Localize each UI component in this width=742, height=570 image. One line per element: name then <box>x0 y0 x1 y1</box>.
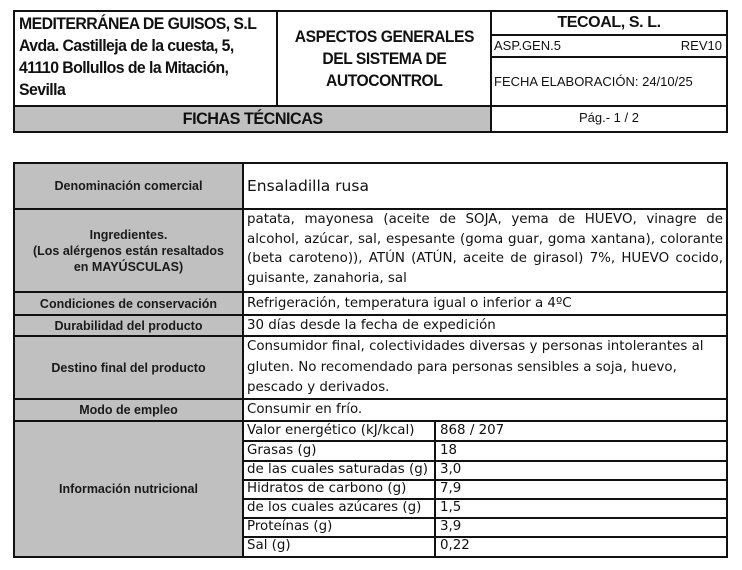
section-title <box>15 107 490 131</box>
label-ingredientes <box>15 210 244 291</box>
issuer-name: TECOAL, S. L. <box>492 12 726 36</box>
value-conservacion: Refrigeración, temperatura igual o inferior a 4ºC <box>247 296 572 311</box>
nutrient-value: 3,0 <box>440 462 462 477</box>
row-conservacion <box>15 293 726 316</box>
nutrient-value: 1,5 <box>440 500 462 515</box>
row-destino <box>15 337 726 400</box>
revision: REV10 <box>680 38 722 53</box>
nutrition-row <box>244 442 726 462</box>
technical-sheet-table <box>13 162 728 558</box>
company-name: MEDITERRÁNEA DE GUISOS, S.L <box>19 14 257 33</box>
nutrient-name: Proteínas (g) <box>244 518 436 536</box>
nutrient-value: 3,9 <box>440 519 462 534</box>
document-title <box>278 12 490 107</box>
nutrient-value: 7,9 <box>440 481 462 496</box>
nutrition-row <box>244 422 726 442</box>
value-destino: Consumidor final, colectividades diversas y personas intolerantes al gluten. No recomendado para personas sensibles a soja, huevo, pescado y derivados. <box>247 339 704 395</box>
nutrient-name: Hidratos de carbono (g) <box>244 480 436 498</box>
nutrient-name: Sal (g) <box>244 537 436 556</box>
document-header <box>13 10 728 133</box>
label-denominacion: Denominación comercial <box>15 164 244 208</box>
label-modo-empleo: Modo de empleo <box>15 400 244 420</box>
title-line: AUTOCONTROL <box>325 70 443 90</box>
doc-code-row <box>492 35 726 58</box>
company-address-province: Sevilla <box>19 80 66 99</box>
nutrient-value: 868 / 207 <box>440 423 505 438</box>
nutrient-name: Valor energético (kJ/kcal) <box>244 422 436 440</box>
label-ingredientes-line: en MAYÚSCULAS) <box>73 259 184 274</box>
title-line: ASPECTOS GENERALES <box>294 26 474 46</box>
nutrition-table <box>244 422 726 556</box>
nutrition-row <box>244 461 726 481</box>
nutrient-value: 18 <box>440 443 458 458</box>
section-title-text: FICHAS TÉCNICAS <box>182 109 323 128</box>
nutrient-value: 0,22 <box>440 538 470 553</box>
title-line: DEL SISTEMA DE <box>322 48 446 68</box>
nutrition-row <box>244 499 726 519</box>
label-durabilidad: Durabilidad del producto <box>15 316 244 335</box>
nutrition-row <box>244 518 726 538</box>
row-modo-empleo <box>15 400 726 422</box>
value-ingredientes: patata, mayonesa (aceite de SOJA, yema de HUEVO, vinagre de alcohol, azúcar, sal, espesante (goma guar, goma xantana), colorante (beta caroteno)), ATÚN (ATÚN, aceite de girasol) 7%, HUEVO cocido, guisante, zanahoria, sal <box>247 212 723 286</box>
value-durabilidad: 30 días desde la fecha de expedición <box>247 318 496 333</box>
value-modo-empleo: Consumir en frío. <box>247 402 363 417</box>
document-control-block <box>490 12 726 107</box>
label-conservacion: Condiciones de conservación <box>15 293 244 314</box>
page-number: Pág.- 1 / 2 <box>490 107 726 131</box>
value-denominacion: Ensaladilla rusa <box>247 176 369 195</box>
nutrient-name: de las cuales saturadas (g) <box>244 461 436 479</box>
row-nutricional <box>15 422 726 556</box>
nutrition-row <box>244 537 726 556</box>
label-destino: Destino final del producto <box>15 337 244 398</box>
company-address-street: Avda. Castilleja de la cuesta, 5, <box>19 36 234 55</box>
label-ingredientes-line: Ingredientes. <box>89 227 168 242</box>
label-nutricional: Información nutricional <box>15 422 244 556</box>
row-denominacion <box>15 164 726 210</box>
row-ingredientes <box>15 210 726 293</box>
company-address-city: 41110 Bollullos de la Mitación, <box>19 58 229 77</box>
nutrition-row <box>244 480 726 500</box>
doc-code: ASP.GEN.5 <box>494 38 561 53</box>
label-ingredientes-line: (Los alérgenos están resaltados <box>32 243 225 258</box>
elaboration-date: FECHA ELABORACIÓN: 24/10/25 <box>494 74 693 89</box>
company-block <box>15 12 278 107</box>
nutrient-name: Grasas (g) <box>244 442 436 460</box>
row-durabilidad <box>15 316 726 337</box>
nutrient-name: de los cuales azúcares (g) <box>244 499 436 517</box>
